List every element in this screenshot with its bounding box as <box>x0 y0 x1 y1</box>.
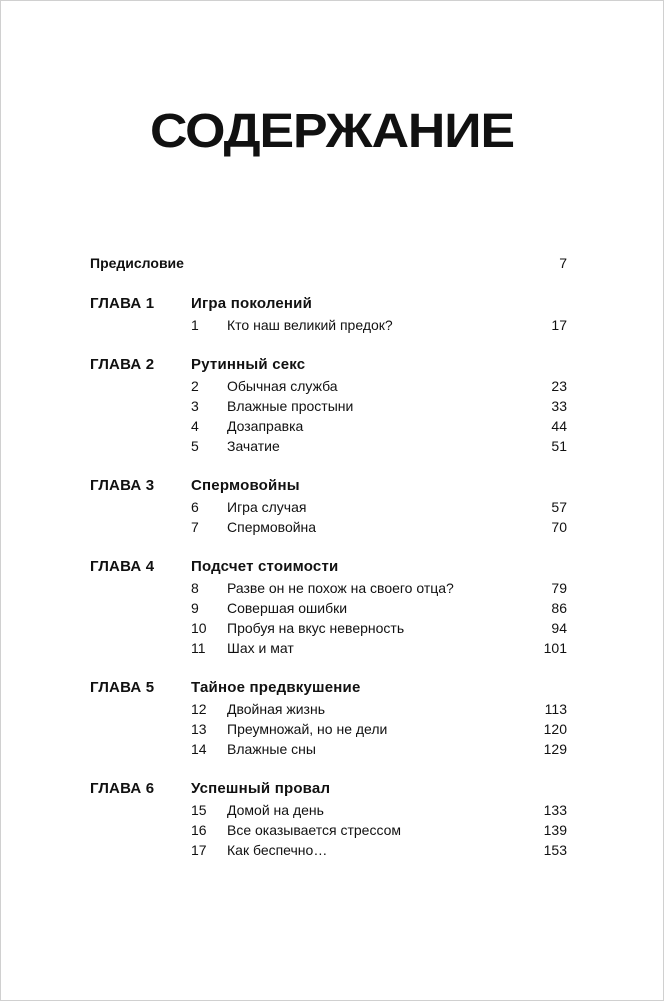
entry-page: 33 <box>551 398 567 414</box>
entry-page: 86 <box>551 600 567 616</box>
chapter-4 <box>90 556 567 658</box>
toc-entry[interactable] <box>90 638 567 658</box>
chapter-heading[interactable] <box>90 677 567 699</box>
entry-number: 15 <box>191 802 207 818</box>
entry-number: 13 <box>191 721 207 737</box>
entry-number: 8 <box>191 580 199 596</box>
toc-entry[interactable] <box>90 497 567 517</box>
entry-number: 14 <box>191 741 207 757</box>
entry-number: 7 <box>191 519 199 535</box>
toc-entry[interactable] <box>90 699 567 719</box>
entry-page: 101 <box>543 640 567 656</box>
entry-page: 120 <box>543 721 567 737</box>
entry-page: 129 <box>543 741 567 757</box>
entry-title: Все оказывается стрессом <box>227 822 402 838</box>
chapter-heading[interactable] <box>90 293 567 315</box>
entry-page: 94 <box>551 620 567 636</box>
entry-title: Совершая ошибки <box>227 600 348 616</box>
entry-number: 1 <box>191 317 199 333</box>
toc-entry[interactable] <box>90 436 567 456</box>
toc-entry[interactable] <box>90 739 567 759</box>
chapter-label: ГЛАВА 6 <box>90 780 155 797</box>
entry-title: Пробуя на вкус неверность <box>227 620 405 636</box>
chapter-label: ГЛАВА 2 <box>90 356 155 373</box>
entry-number: 16 <box>191 822 207 838</box>
chapter-heading[interactable] <box>90 354 567 376</box>
toc-entry[interactable] <box>90 376 567 396</box>
preface-page: 7 <box>559 255 567 271</box>
entry-page: 70 <box>551 519 567 535</box>
entry-title: Влажные сны <box>227 741 316 757</box>
entry-number: 3 <box>191 398 199 414</box>
chapter-title: Спермовойны <box>191 477 300 494</box>
page-title: СОДЕРЖАНИЕ <box>150 105 514 158</box>
chapter-heading[interactable] <box>90 556 567 578</box>
entry-number: 5 <box>191 438 199 454</box>
entry-number: 6 <box>191 499 199 515</box>
entry-page: 44 <box>551 418 567 434</box>
entry-page: 139 <box>543 822 567 838</box>
chapter-label: ГЛАВА 4 <box>90 558 155 575</box>
chapter-3 <box>90 475 567 537</box>
chapter-title: Тайное предвкушение <box>191 679 361 696</box>
entry-page: 23 <box>551 378 567 394</box>
chapter-title: Игра поколений <box>191 295 312 312</box>
entry-title: Кто наш великий предок? <box>227 317 393 333</box>
entry-title: Игра случая <box>227 499 307 515</box>
entry-page: 79 <box>551 580 567 596</box>
toc-entry[interactable] <box>90 618 567 638</box>
toc-entry[interactable] <box>90 820 567 840</box>
preface-label: Предисловие <box>90 255 184 271</box>
entry-page: 17 <box>551 317 567 333</box>
entry-number: 17 <box>191 842 207 858</box>
entry-number: 2 <box>191 378 199 394</box>
entry-page: 153 <box>543 842 567 858</box>
chapter-label: ГЛАВА 5 <box>90 679 155 696</box>
toc-entry[interactable] <box>90 315 567 335</box>
chapter-6 <box>90 778 567 860</box>
entry-page: 113 <box>544 701 567 717</box>
toc-entry[interactable] <box>90 416 567 436</box>
entry-title: Влажные простыни <box>227 398 354 414</box>
chapter-title: Подсчет стоимости <box>191 558 339 575</box>
toc-entry[interactable] <box>90 598 567 618</box>
entry-title: Зачатие <box>227 438 280 454</box>
chapter-1 <box>90 293 567 335</box>
toc-entry[interactable] <box>90 517 567 537</box>
entry-title: Преумножай, но не дели <box>227 721 388 737</box>
toc-entry[interactable] <box>90 840 567 860</box>
entry-title: Разве он не похож на своего отца? <box>227 580 454 596</box>
chapter-title: Успешный провал <box>191 780 331 797</box>
chapter-title: Рутинный секс <box>191 356 306 373</box>
chapter-5 <box>90 677 567 759</box>
entry-title: Двойная жизнь <box>227 701 325 717</box>
table-of-contents <box>90 252 567 860</box>
entry-number: 9 <box>191 600 199 616</box>
entry-page: 57 <box>551 499 567 515</box>
entry-title: Дозаправка <box>227 418 304 434</box>
entry-page: 51 <box>551 438 567 454</box>
toc-entry[interactable] <box>90 719 567 739</box>
entry-title: Домой на день <box>227 802 324 818</box>
entry-page: 133 <box>543 802 567 818</box>
chapter-2 <box>90 354 567 456</box>
entry-number: 11 <box>191 640 206 656</box>
entry-number: 12 <box>191 701 207 717</box>
toc-preface[interactable] <box>90 252 567 274</box>
chapter-heading[interactable] <box>90 778 567 800</box>
entry-title: Шах и мат <box>227 640 294 656</box>
entry-title: Как беспечно… <box>227 842 328 858</box>
toc-entry[interactable] <box>90 578 567 598</box>
toc-entry[interactable] <box>90 396 567 416</box>
entry-title: Обычная служба <box>227 378 338 394</box>
entry-number: 4 <box>191 418 199 434</box>
chapter-label: ГЛАВА 3 <box>90 477 155 494</box>
entry-title: Спермовойна <box>227 519 317 535</box>
chapter-heading[interactable] <box>90 475 567 497</box>
chapter-label: ГЛАВА 1 <box>90 295 155 312</box>
toc-entry[interactable] <box>90 800 567 820</box>
entry-number: 10 <box>191 620 207 636</box>
